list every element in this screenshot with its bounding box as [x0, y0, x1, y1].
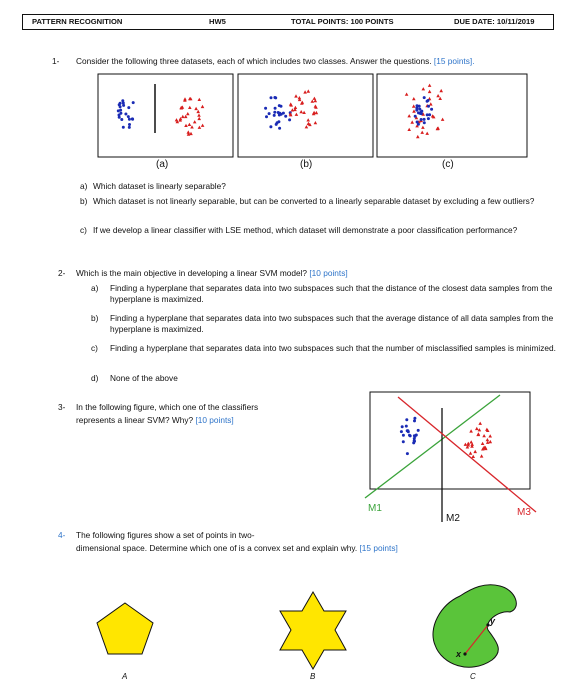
shape-a-label: A [122, 672, 128, 681]
caption-b: (b) [300, 159, 313, 170]
q2-number: 2- [58, 268, 66, 278]
q2-b-text: Finding a hyperplane that separates data into two subspaces such that the average distance of all data samples from the hyperplane is maximized. [110, 313, 554, 335]
q3-line1: In the following figure, which one of the classifiers [76, 402, 259, 412]
q3-points: [10 points] [195, 415, 234, 425]
q2-c-label: c) [91, 343, 98, 353]
q4-number: 4- [58, 530, 66, 540]
q4-points: [15 points] [359, 543, 398, 553]
shape-a-pentagon [97, 603, 153, 654]
course-name: PATTERN RECOGNITION [32, 17, 123, 26]
q1-b-label: b) [80, 196, 88, 206]
caption-a: (a) [156, 159, 169, 170]
point-y-label: y [490, 616, 496, 626]
shape-b-label: B [310, 672, 316, 681]
q2-text: Which is the main objective in developing a linear SVM model? [76, 268, 308, 278]
q2-d-text: None of the above [110, 373, 178, 383]
label-m1: M1 [368, 503, 382, 514]
q1-c-text: If we develop a linear classifier with LSE method, which dataset will demonstrate a poor classification performance? [93, 225, 518, 235]
shape-b-hexagram [280, 592, 346, 669]
q2-b-label: b) [91, 313, 99, 323]
q2-c-text: Finding a hyperplane that separates data into two subspaces such that the number of misclassified samples is minimized. [110, 343, 556, 353]
due-date: DUE DATE: 10/11/2019 [454, 17, 535, 26]
q2-d-label: d) [91, 373, 99, 383]
caption-c: (c) [442, 159, 454, 170]
total-points: TOTAL POINTS: 100 POINTS [291, 17, 394, 26]
q1-points: [15 points]. [433, 56, 475, 66]
q2-a-text: Finding a hyperplane that separates data into two subspaces such that the distance of the closest data samples from the hyperplane is maximized. [110, 283, 553, 305]
q1-c-label: c) [80, 225, 87, 235]
label-m2: M2 [446, 513, 460, 524]
label-m3: M3 [517, 507, 531, 518]
shape-c-kidney [433, 585, 516, 667]
q1-a-text: Which dataset is linearly separable? [93, 181, 226, 191]
q2-points: [10 points] [309, 268, 348, 278]
point-x-marker [463, 652, 466, 655]
q1-a-label: a) [80, 181, 88, 191]
shape-c-label: C [470, 672, 476, 681]
q1-b-text: Which dataset is not linearly separable, but can be converted to a linearly separable dataset by excluding a few outliers? [93, 196, 535, 206]
hw-number: HW5 [209, 17, 226, 26]
q1-text: Consider the following three datasets, each of which includes two classes. Answer the questions. [76, 56, 432, 66]
q4-line2: dimensional space. Determine which one of is a convex set and explain why. [76, 543, 358, 553]
q3-line2: represents a linear SVM? Why? [76, 415, 194, 425]
q3-number: 3- [58, 402, 66, 412]
q2-a-label: a) [91, 283, 99, 293]
point-x-label: x [456, 649, 462, 659]
q4-line1: The following figures show a set of points in two- [76, 530, 255, 540]
q1-number: 1- [52, 56, 60, 66]
